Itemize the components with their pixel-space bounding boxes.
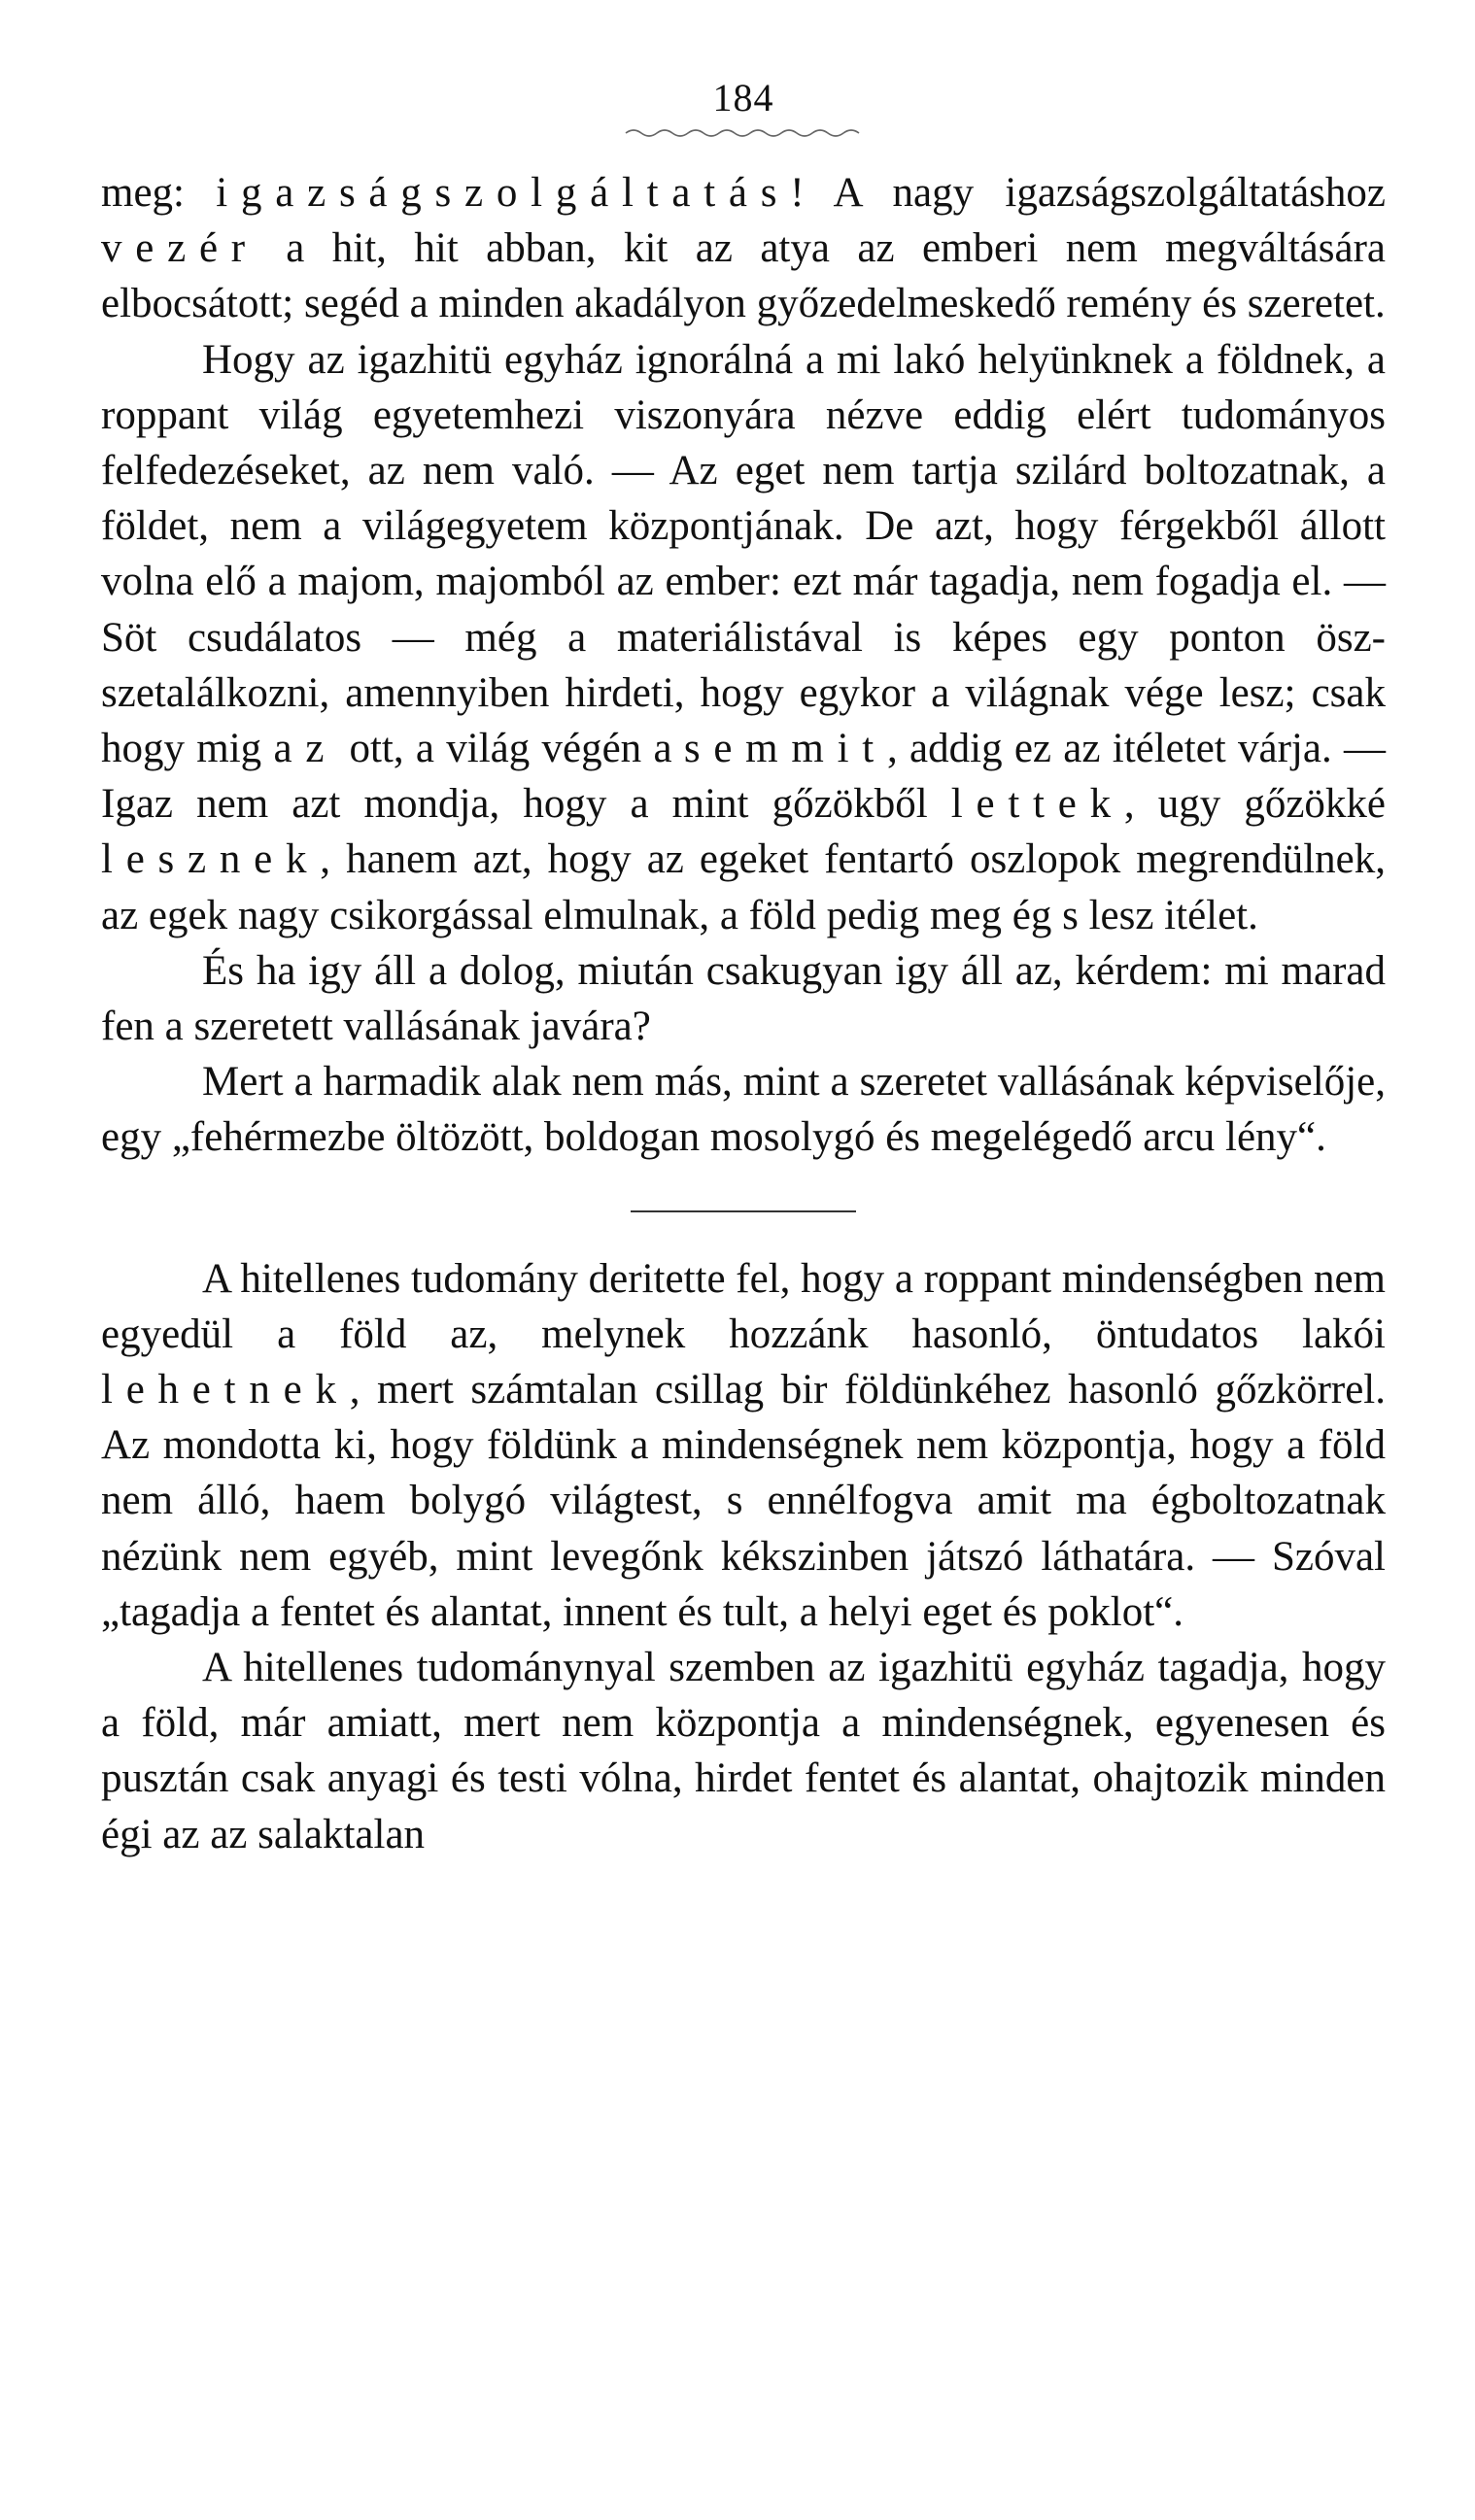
spaced-emphasis: igazságszolgáltatás (216, 170, 791, 216)
paragraph: A hitellenes tudomány deritette fel, hogy a roppant mindenségben nem egyedül a föld az, melynek hozzánk hasonló, öntudatos lakói lehetnek, mert számtalan csillag bir földünkéhez hasonló gőzkörrel. Az mondotta ki, hogy földünk a mindenségnek nem központja, hogy a föld nem álló, haem bolygó világtest, s ennélfogva amit ma égboltozatnak nézünk nem egyéb, mint levegőnk kékszinben játszó láthatára. — Szóval „tagadja a fentet és alantat, innent és tult, a helyi eget és poklot“. (101, 1255, 1387, 1635)
spaced-emphasis: lesznek (101, 836, 321, 883)
paragraph: A hitellenes tudománynyal szemben az igazhitü egyház tagadja, hogy a föld, már amiatt, mert nem központja a mindenségnek, egyenesen és pusztán csak anyagi és testi vólna, hirdet fentet és alantat, ohajtozik minden égi az az salaktalan (101, 1645, 1386, 1857)
book-page (101, 76, 1386, 1862)
section-divider (631, 1210, 856, 1212)
paragraph: Hogy az igazhitü egyház ignorálná a mi lakó helyünknek a földnek, a roppant világ egyetemhezi viszonyára nézve eddig elért tudományos felfedezéseket, az nem való. — Az eget nem tartja szilárd boltozatnak, a földet, nem a világegyetem központjának. De azt, hogy férgekből állott volna elő a majom, majomból az ember: ezt már tagadja, nem fogadja el. — Söt csudálatos — még a materiálistával is képes egy ponton öszszetalálkozni, amennyiben hirdeti, hogy egykor a világnak vége lesz; csak hogy mig az ott, a világ végén a semmit, addig ez az itéletet várja. — Igaz nem azt mondja, hogy a mint gőzökből lettek, ugy gőzökké lesznek, hanem azt, hogy az egeket fentartó oszlopok megrendülnek, az egek nagy csikorgással elmulnak, a föld pedig meg ég s lesz itélet. (101, 336, 1386, 938)
spaced-emphasis: lehetnek (101, 1367, 350, 1413)
paragraph: meg: igazságszolgáltatás! A nagy igazságszolgáltatáshoz vezér a hit, hit abban, kit az atya az emberi nem megváltására elbocsátott; segéd a minden akadályon győzedelmeskedő remény és szeretet. (101, 170, 1386, 327)
wavy-ornament-icon (622, 126, 865, 140)
paragraph: Mert a harmadik alak nem más, mint a szeretet vallásának képviselője, egy „fehérmezbe öltözött, boldogan mosolygó és megelégedő arcu lény“. (101, 1059, 1386, 1161)
spaced-emphasis: az (273, 726, 338, 772)
spaced-emphasis: lettek (950, 781, 1124, 828)
spaced-emphasis: semmit (683, 726, 887, 772)
spaced-emphasis: vezér (101, 225, 258, 272)
page-number: 184 (712, 76, 774, 119)
paragraph: És ha igy áll a dolog, miután csakugyan igy áll az, kérdem: mi marad fen a szeretett vallásának javára? (101, 947, 1386, 1050)
